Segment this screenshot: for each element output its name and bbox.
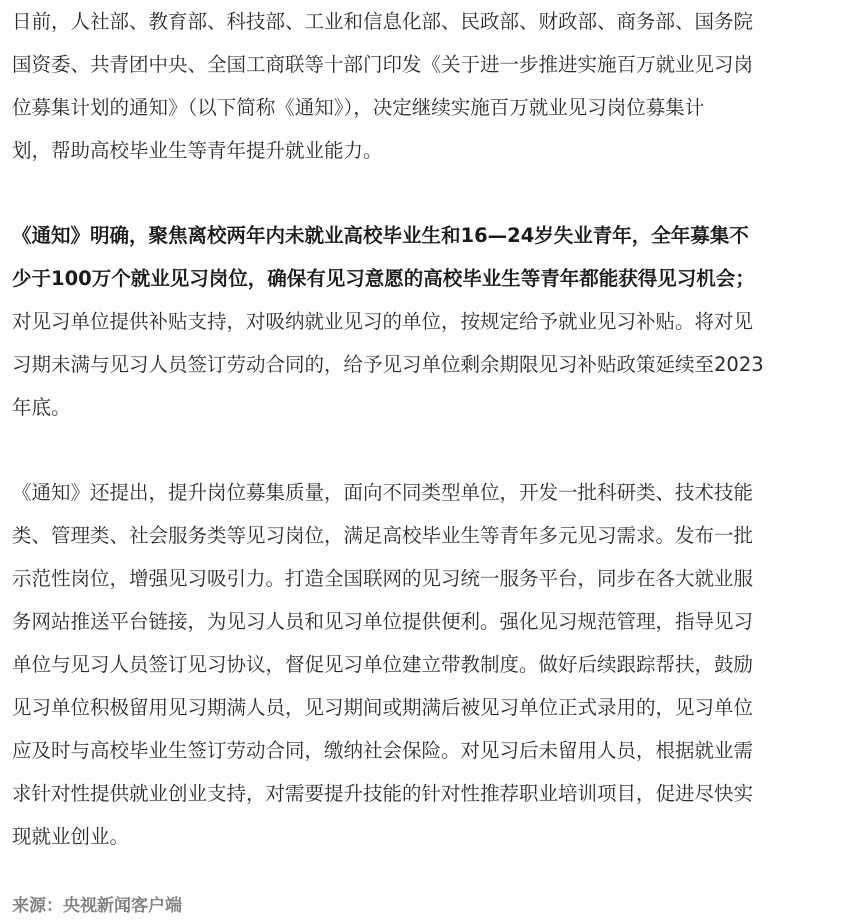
- text-line: 求针对性提供就业创业支持，对需要提升技能的针对性推荐职业培训项目，促进尽快实: [12, 782, 754, 805]
- text-line: 《通知》还提出，提升岗位募集质量，面向不同类型单位，开发一批科研类、技术技能: [12, 481, 754, 504]
- text-line: 类、管理类、社会服务类等见习岗位，满足高校毕业生等青年多元见习需求。发布一批: [12, 524, 754, 547]
- text-line: 应及时与高校毕业生签订劳动合同，缴纳社会保险。对见习后未留用人员，根据就业需: [12, 739, 754, 762]
- text-line: 对见习单位提供补贴支持，对吸纳就业见习的单位，按规定给予就业见习补贴。将对见: [12, 310, 754, 333]
- text-line: 现就业创业。: [12, 825, 130, 848]
- paragraph-2: [12, 214, 860, 429]
- paragraph-3: [12, 471, 860, 858]
- bold-highlight-line: 《通知》明确，聚焦离校两年内未就业高校毕业生和16—24岁失业青年，全年募集不: [12, 224, 749, 247]
- text-line: 划，帮助高校毕业生等青年提升就业能力。: [12, 139, 383, 162]
- text-line: 年底。: [12, 396, 71, 419]
- text-line: 国资委、共青团中央、全国工商联等十部门印发《关于进一步推进实施百万就业见习岗: [12, 53, 754, 76]
- text-line: 单位与见习人员签订见习协议，督促见习单位建立带教制度。做好后续跟踪帮扶，鼓励: [12, 653, 754, 676]
- article-body: [12, 0, 860, 858]
- text-line: 日前，人社部、教育部、科技部、工业和信息化部、民政部、财政部、商务部、国务院: [12, 10, 754, 33]
- source-attribution: 来源：央视新闻客户端: [12, 896, 182, 916]
- text-line: 习期未满与见习人员签订劳动合同的，给予见习单位剩余期限见习补贴政策延续至2023: [12, 353, 764, 376]
- paragraph-spacer: [12, 172, 860, 214]
- text-line: 位募集计划的通知》（以下简称《通知》），决定继续实施百万就业见习岗位募集计: [12, 96, 705, 119]
- paragraph-1: [12, 0, 860, 172]
- text-line: 务网站推送平台链接，为见习人员和见习单位提供便利。强化见习规范管理，指导见习: [12, 610, 754, 633]
- paragraph-spacer: [12, 429, 860, 471]
- bold-highlight-line: 少于100万个就业见习岗位，确保有见习意愿的高校毕业生等青年都能获得见习机会；: [12, 267, 755, 290]
- text-line: 示范性岗位，增强见习吸引力。打造全国联网的见习统一服务平台，同步在各大就业服: [12, 567, 754, 590]
- text-line: 见习单位积极留用见习期满人员，见习期间或期满后被见习单位正式录用的，见习单位: [12, 696, 754, 719]
